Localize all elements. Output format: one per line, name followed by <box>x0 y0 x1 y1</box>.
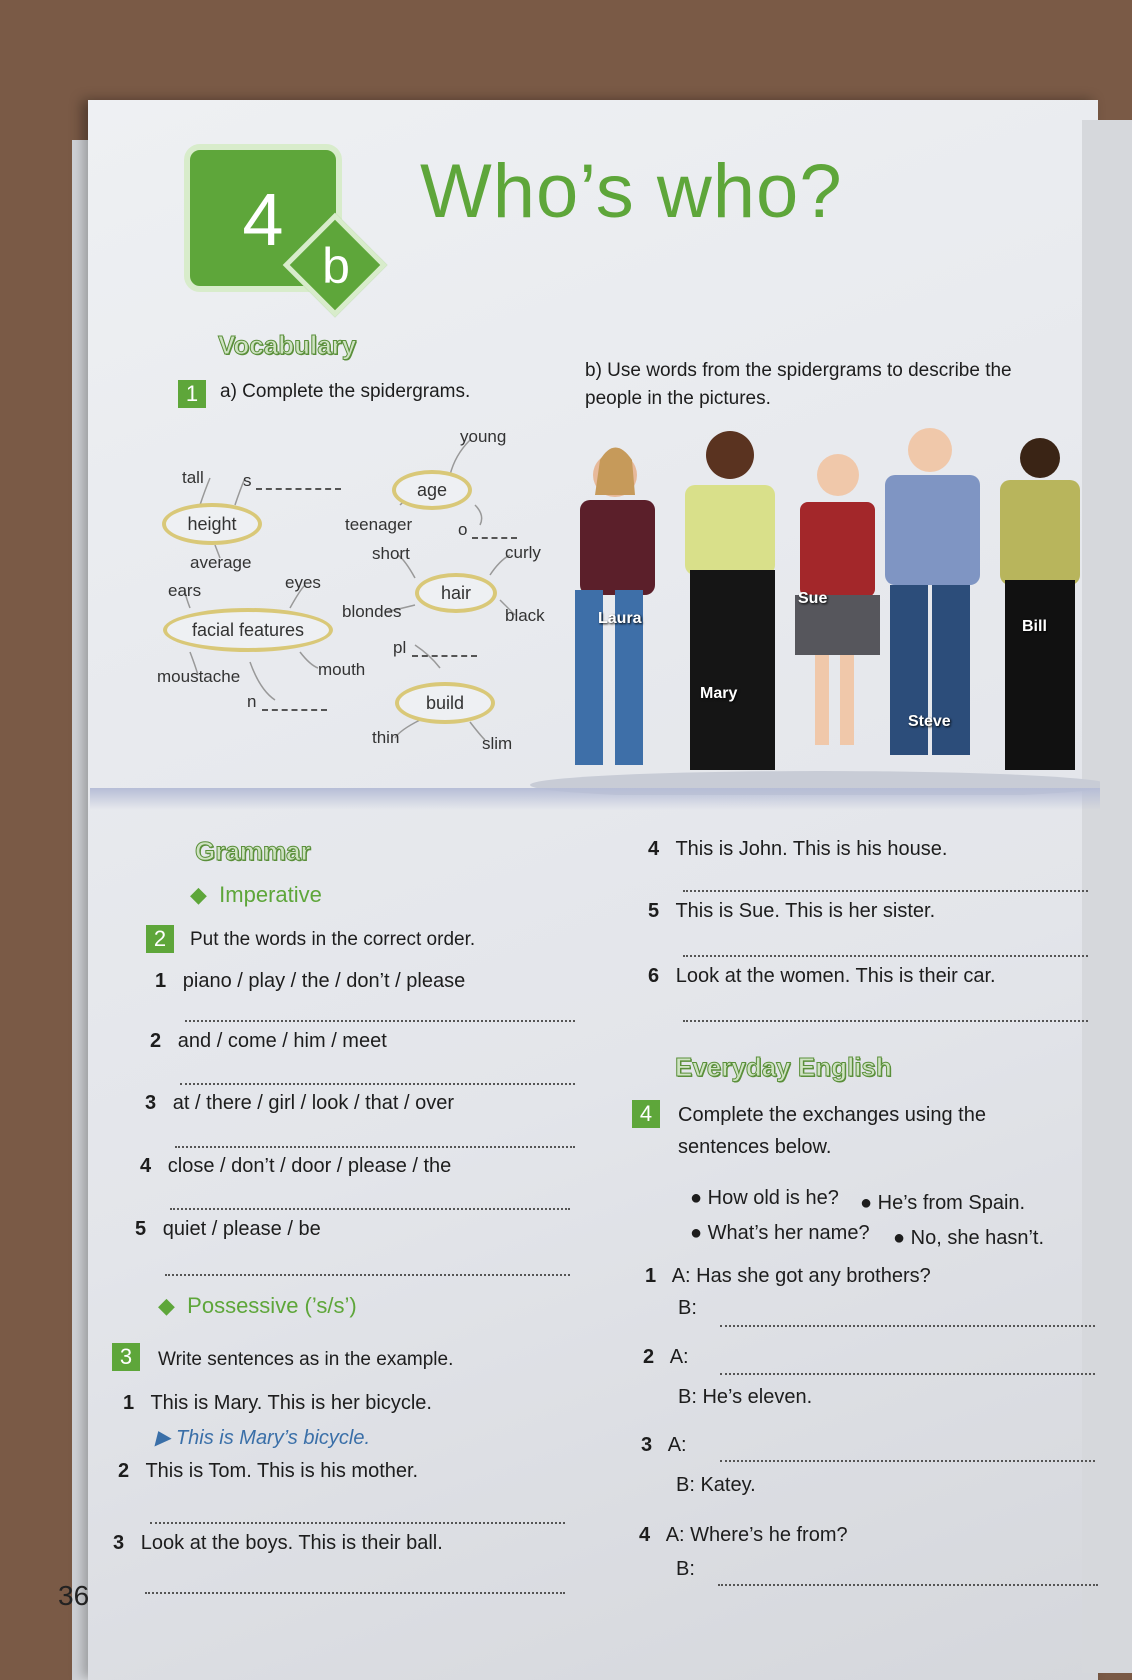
exchange-2-b: B: He’s eleven. <box>678 1386 813 1408</box>
exchange-1-a: 1 A: Has she got any brothers? <box>645 1265 931 1287</box>
imperative-heading: ◆ Imperative <box>190 882 322 907</box>
ex2-item-2: 2 and / come / him / meet <box>150 1030 387 1052</box>
ex3-example-answer: ▶ This is Mary’s bicycle. <box>155 1427 371 1449</box>
ex3-item-1: 1 This is Mary. This is her bicycle. <box>123 1392 432 1414</box>
exercise-3-number: 3 <box>112 1343 140 1371</box>
exercise-2-instruction: Put the words in the correct order. <box>190 929 476 950</box>
possessive-heading: ◆ Possessive (’s/s’) <box>158 1293 357 1318</box>
exchange-2-answer-line[interactable] <box>720 1373 1095 1375</box>
option-4: ● No, she hasn’t. <box>893 1227 1045 1249</box>
vocabulary-heading: Vocabulary <box>218 330 357 360</box>
exercise-1b-instruction: b) Use words from the spidergrams to describe the <box>585 360 1012 381</box>
word-average: average <box>190 553 252 572</box>
people-photo <box>520 420 1100 795</box>
unit-number-badge: 4 <box>184 144 342 292</box>
exchange-2-a: 2 A: <box>643 1346 689 1368</box>
ex3-answer-line-5[interactable] <box>683 955 1088 957</box>
option-3: ● What’s her name? <box>690 1222 870 1244</box>
exchange-3-a: 3 A: <box>641 1434 687 1456</box>
spidergram-build: build <box>395 682 495 724</box>
word-curly: curly <box>505 543 541 562</box>
ex2-answer-line-1[interactable] <box>185 1020 575 1022</box>
exercise-4-number: 4 <box>632 1100 660 1128</box>
exchange-4-b: B: <box>676 1558 695 1580</box>
word-blondes: blondes <box>342 602 402 621</box>
word-pl: pl <box>393 638 407 657</box>
exercise-2-number: 2 <box>146 925 174 953</box>
label-laura: Laura <box>598 610 642 627</box>
spidergram-height: height <box>162 503 262 545</box>
exchange-1-b: B: <box>678 1297 697 1319</box>
ex2-item-1: 1 piano / play / the / don’t / please <box>155 970 466 992</box>
exercise-4-instruction-cont: sentences below. <box>678 1136 832 1158</box>
blank-s <box>256 488 341 490</box>
ex3-item-6: 6 Look at the women. This is their car. <box>648 965 996 987</box>
word-n: n <box>247 692 257 711</box>
ex3-item-5: 5 This is Sue. This is her sister. <box>648 900 936 922</box>
ex2-answer-line-2[interactable] <box>180 1083 575 1085</box>
blank-o <box>472 537 517 539</box>
word-o: o <box>458 520 468 539</box>
exchange-4-answer-line[interactable] <box>718 1584 1098 1586</box>
exchange-3-answer-line[interactable] <box>720 1460 1095 1462</box>
ex3-item-2: 2 This is Tom. This is his mother. <box>118 1460 419 1482</box>
page-number: 36 <box>58 1580 90 1611</box>
exercise-4-instruction: Complete the exchanges using the <box>678 1104 986 1126</box>
exercise-1a-instruction: a) Complete the spidergrams. <box>220 381 471 402</box>
word-eyes: eyes <box>285 573 321 592</box>
exchange-3-b: B: Katey. <box>676 1474 756 1496</box>
word-short: short <box>372 544 410 563</box>
word-s: s <box>243 471 252 490</box>
ex3-item-4: 4 This is John. This is his house. <box>648 838 948 860</box>
word-teenager: teenager <box>345 515 413 534</box>
label-steve: Steve <box>908 713 951 730</box>
word-thin: thin <box>372 728 400 747</box>
label-mary: Mary <box>700 685 738 702</box>
option-1: ● How old is he? <box>690 1187 839 1209</box>
divider-band <box>90 788 1100 810</box>
word-ears: ears <box>168 581 202 600</box>
unit-letter: b <box>322 238 350 294</box>
ex2-answer-line-4[interactable] <box>170 1208 570 1210</box>
ex2-item-4: 4 close / don’t / door / please / the <box>140 1155 452 1177</box>
ex3-answer-line-6[interactable] <box>683 1020 1088 1022</box>
ex3-answer-line-3[interactable] <box>145 1592 565 1594</box>
word-tall: tall <box>182 468 204 487</box>
page-title: Who’s who? <box>420 149 843 234</box>
spidergram-facial-features: facial features <box>163 608 333 652</box>
ex3-item-3: 3 Look at the boys. This is their ball. <box>113 1532 443 1554</box>
exchange-4-a: 4 A: Where’s he from? <box>639 1524 848 1546</box>
blank-n <box>262 709 327 711</box>
ex3-answer-line-2[interactable] <box>150 1522 565 1524</box>
exercise-3-instruction: Write sentences as in the example. <box>158 1349 454 1370</box>
exchange-1-answer-line[interactable] <box>720 1325 1095 1327</box>
word-slim: slim <box>482 734 513 753</box>
word-moustache: moustache <box>157 667 241 686</box>
ex2-answer-line-5[interactable] <box>165 1274 570 1276</box>
ex2-item-5: 5 quiet / please / be <box>135 1218 321 1240</box>
label-sue: Sue <box>798 590 828 607</box>
option-2: ● He’s from Spain. <box>860 1192 1026 1214</box>
ex2-item-3: 3 at / there / girl / look / that / over <box>145 1092 455 1114</box>
exercise-1b-instruction-cont: people in the pictures. <box>585 388 771 409</box>
word-young: young <box>460 427 507 446</box>
imperative-label: Imperative <box>219 882 322 907</box>
blank-pl <box>412 655 477 657</box>
ex3-answer-line-4[interactable] <box>683 890 1088 892</box>
spidergram-age: age <box>392 470 472 510</box>
word-black: black <box>505 606 545 625</box>
ex2-answer-line-3[interactable] <box>175 1146 575 1148</box>
everyday-english-heading: Everyday English <box>675 1052 892 1082</box>
label-bill: Bill <box>1022 618 1047 635</box>
spidergram-hair: hair <box>415 573 497 613</box>
grammar-heading: Grammar <box>195 836 311 866</box>
exercise-1-number: 1 <box>178 380 206 408</box>
possessive-label: Possessive (’s/s’) <box>187 1293 357 1318</box>
word-mouth: mouth <box>318 660 366 679</box>
